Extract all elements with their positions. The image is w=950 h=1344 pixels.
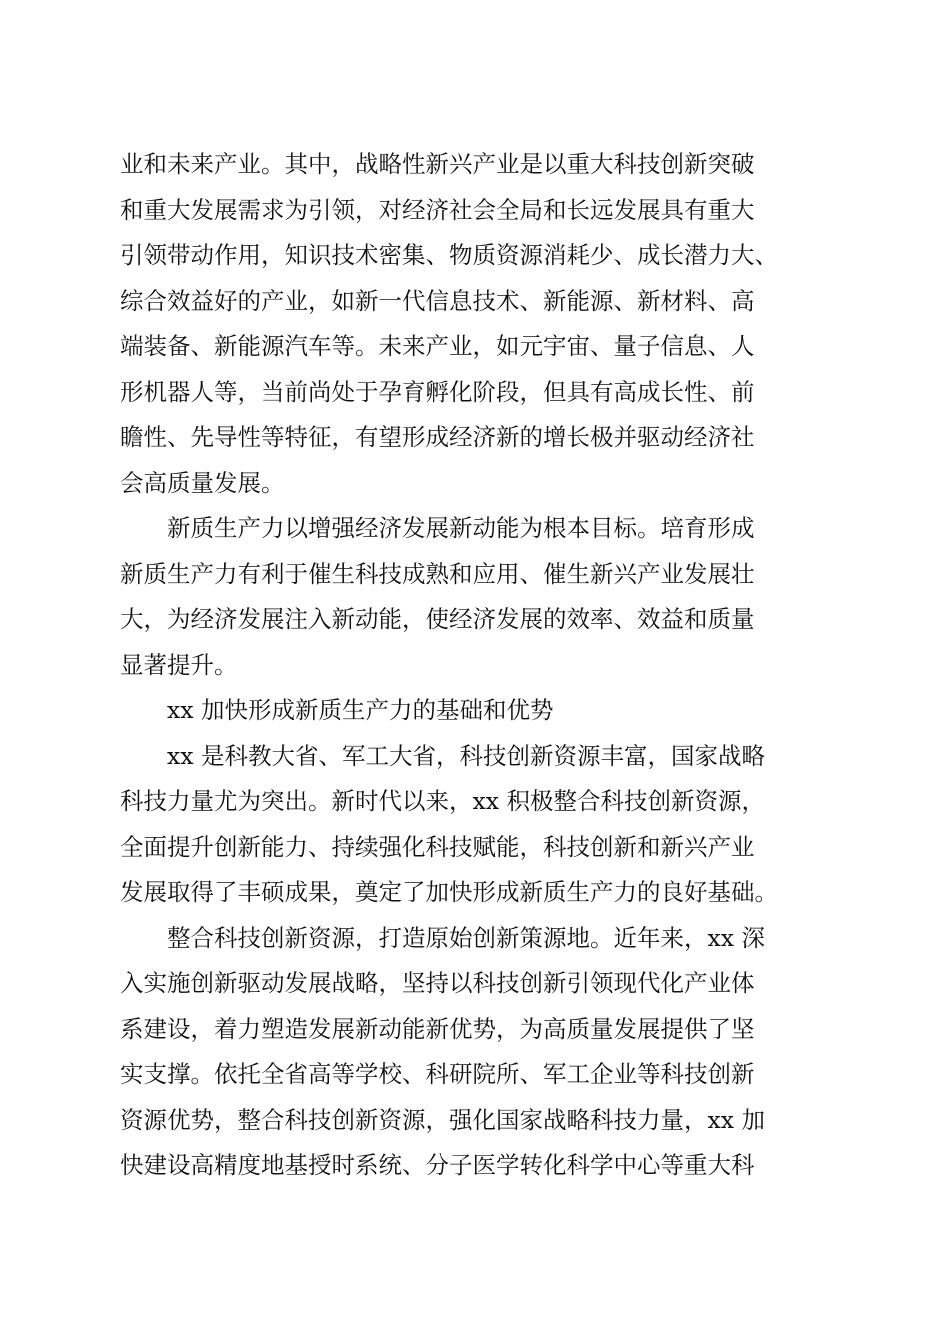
document-body <box>120 142 840 1189</box>
paragraph-province-overview: xx 是科教大省、军工大省，科技创新资源丰富，国家战略 科技力量尤为突出。新时代以来，xx 积极整合科技创新资源， 全面提升创新能力、持续强化科技赋能，科技创新和新兴产业 发展取得了丰硕成果，奠定了加快形成新质生产力的良好基础。 <box>120 741 778 906</box>
paragraph-integrate-resources: 整合科技创新资源，打造原始创新策源地。近年来，xx 深 入实施创新驱动发展战略，坚持以科技创新引领现代化产业体 系建设，着力塑造发展新动能新优势，为高质量发展提供了坚 实支撑。依托全省高等学校、科研院所、军工企业等科技创新 资源优势，整合科技创新资源，强化国家战略科技力量，xx 加 快建设高精度地基授时系统、分子医学转化科学中心等重大科 <box>120 923 765 1179</box>
paragraph-continuation: 业和未来产业。其中，战略性新兴产业是以重大科技创新突破 和重大发展需求为引领，对经济社会全局和长远发展具有重大 引领带动作用，知识技术密集、物质资源消耗少、成长潜力大、 综合效益好的产业，如新一代信息技术、新能源、新材料、高 端装备、新能源汽车等。未来产业，如元宇宙、量子信息、人 形机器人等，当前尚处于孕育孵化阶段，但具有高成长性、前 瞻性、先导性等特征，有望形成经济新的增长极并驱动经济社 会高质量发展。 <box>120 150 778 497</box>
paragraph-new-productivity: 新质生产力以增强经济发展新动能为根本目标。培育形成 新质生产力有利于催生科技成熟和应用、催生新兴产业发展壮 大，为经济发展注入新动能，使经济发展的效率、效益和质量 显著提升。 <box>120 514 755 679</box>
section-heading: xx 加快形成新质生产力的基础和优势 <box>167 696 554 724</box>
